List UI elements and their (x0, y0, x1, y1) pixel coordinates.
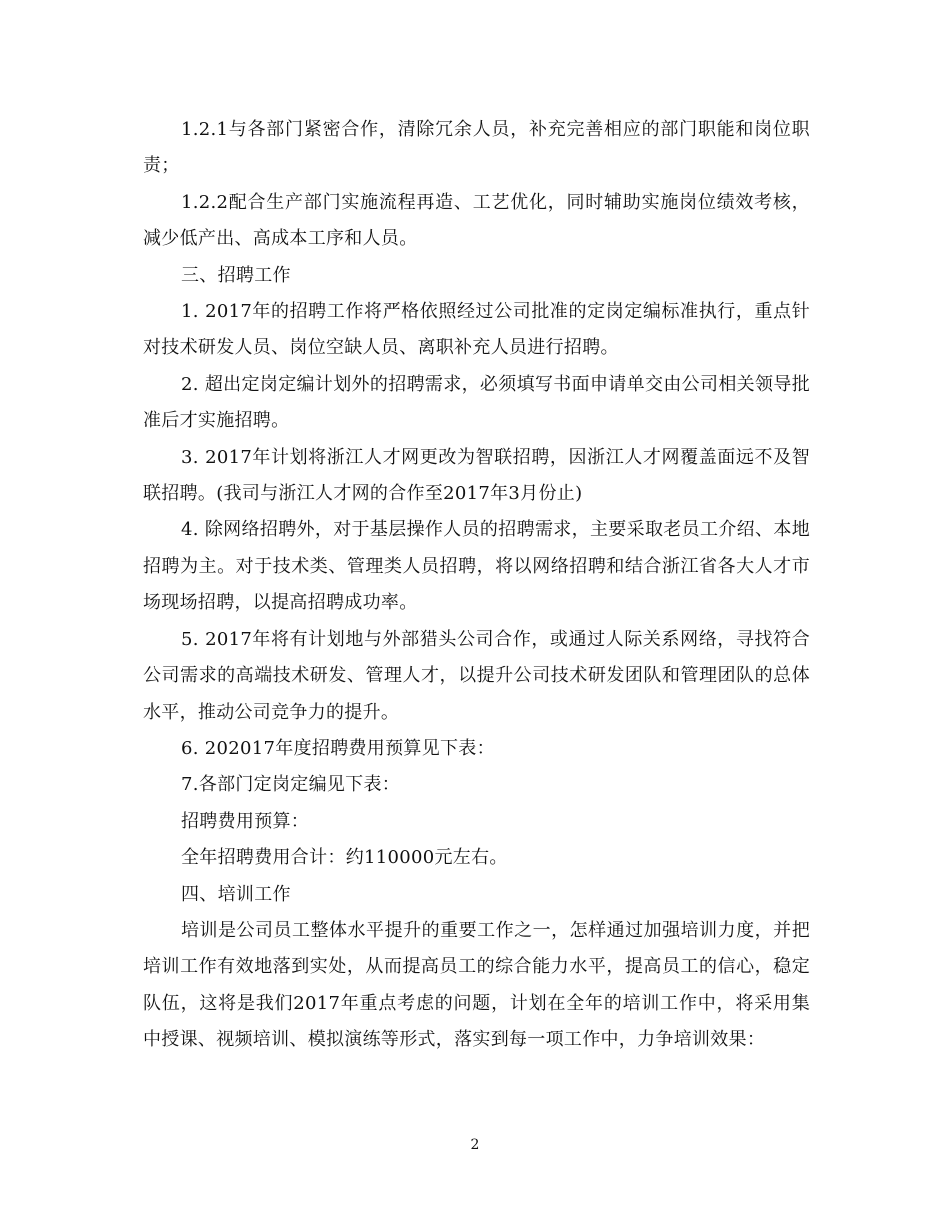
paragraph-recruitment-6: 6. 202017年度招聘费用预算见下表： (181, 737, 495, 759)
paragraph-training: 培训是公司员工整体水平提升的重要工作之一，怎样通过加强培训力度，并把培训工作有效地落到实处，从而提高员工的综合能力水平，提高员工的信心，稳定队伍，这将是我们2017年重点考虑的问题，计划在全年的培训工作中，将采用集中授课、视频培训、模拟演练等形式，落实到每一项工作中，力争培训效果： (143, 919, 810, 1051)
paragraph-recruitment-4: 4. 除网络招聘外，对于基层操作人员的招聘需求，主要采取老员工介绍、本地招聘为主。对于技术类、管理类人员招聘，将以网络招聘和结合浙江省各大人才市场现场招聘，以提高招聘成功率。 (143, 519, 810, 614)
paragraph-recruitment-2: 2. 超出定岗定编计划外的招聘需求，必须填写书面申请单交由公司相关领导批准后才实施招聘。 (143, 373, 810, 432)
page-number: 2 (470, 1137, 480, 1153)
paragraph-recruitment-5: 5. 2017年将有计划地与外部猎头公司合作，或通过人际关系网络，寻找符合公司需求的高端技术研发、管理人才，以提升公司技术研发团队和管理团队的总体水平，推动公司竞争力的提升。 (143, 628, 810, 723)
paragraph-recruitment-3: 3. 2017年计划将浙江人才网更改为智联招聘，因浙江人才网覆盖面远不及智联招聘。(我司与浙江人才网的合作至2017年3月份止) (143, 446, 810, 505)
section-heading-recruitment: 三、招聘工作 (181, 264, 291, 286)
paragraph-1-2-2: 1.2.2配合生产部门实施流程再造、工艺优化，同时辅助实施岗位绩效考核，减少低产出、高成本工序和人员。 (143, 191, 810, 250)
paragraph-recruitment-1: 1. 2017年的招聘工作将严格依照经过公司批准的定岗定编标准执行，重点针对技术研发人员、岗位空缺人员、离职补充人员进行招聘。 (143, 301, 810, 359)
recruitment-budget-label: 招聘费用预算： (181, 810, 310, 832)
section-heading-training: 四、培训工作 (181, 883, 291, 905)
paragraph-recruitment-7: 7.各部门定岗定编见下表： (181, 774, 401, 796)
paragraph-1-2-1: 1.2.1与各部门紧密合作，清除冗余人员，补充完善相应的部门职能和岗位职责； (143, 119, 810, 177)
recruitment-budget-total: 全年招聘费用合计：约110000元左右。 (181, 847, 508, 869)
document-body (143, 112, 810, 1059)
